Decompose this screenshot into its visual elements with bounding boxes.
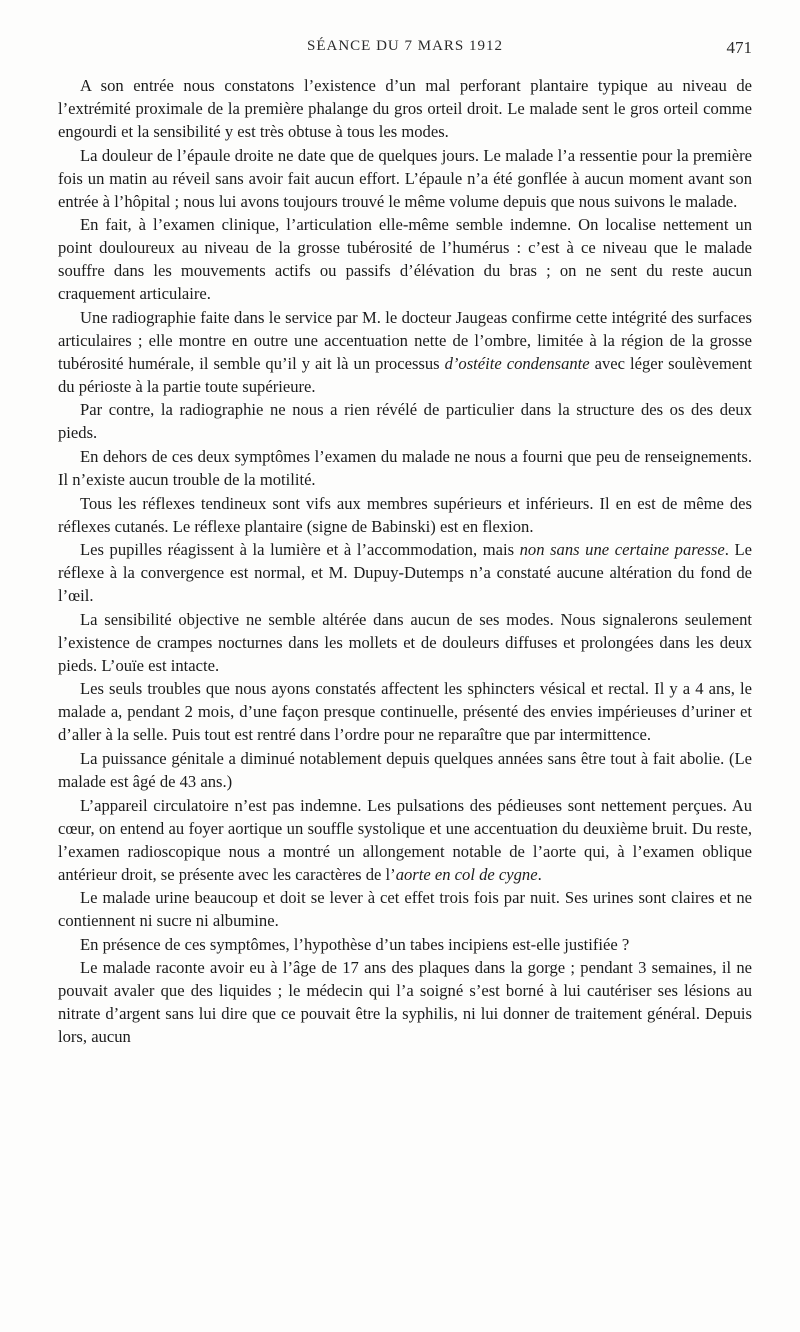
paragraph (58, 956, 752, 1048)
paragraph (58, 933, 752, 956)
paragraph-text: Le malade raconte avoir eu à l’âge de 17 ans des plaques dans la gorge ; pendant 3 semaines, il ne pouvait avaler que des liquides ; le médecin qui l’a soigné s’est borné à lui cautériser ses lésions au nitrate d’argent sans lui dire que ce pouvait être la syphilis, ni lui donner de traitement général. Depuis lors, aucun (58, 958, 752, 1047)
paragraph (58, 398, 752, 444)
paragraph-text: La puissance génitale a diminué notablement depuis quelques années sans être tout à fait abolie. (Le malade est âgé de 43 ans.) (58, 748, 752, 791)
paragraph-text: . (537, 864, 542, 884)
paragraph-text: Une radiographie faite dans le service par M. le docteur Jaugeas confirme cette intégrité des surfaces articulaires ; elle montre en outre une accentuation nette de l’ombre, limitée à la région de la grosse tubérosité humérale, il semble qu’il y ait là un processus (58, 307, 752, 373)
paragraph-text: Par contre, la radiographie ne nous a rien révélé de particulier dans la structure des os des deux pieds. (58, 400, 752, 443)
paragraph (58, 445, 752, 491)
paragraph (58, 74, 752, 143)
paragraph (58, 144, 752, 213)
page-header (58, 38, 752, 62)
italic-phrase: aorte en col de cygne (395, 864, 538, 884)
paragraph-text: L’appareil circulatoire n’est pas indemne. Les pulsations des pédieuses sont nettement perçues. Au cœur, on entend au foyer aortique un souffle systolique et une accentuation du deuxième bruit. Du reste, l’examen radioscopique nous a montré un allongement notable de l’aorte qui, à l’examen oblique antérieur droit, se présente avec les caractères de l’ (58, 795, 752, 884)
paragraph-text: La douleur de l’épaule droite ne date que de quelques jours. Le malade l’a ressentie pour la première fois un matin au réveil sans avoir fait aucun effort. L’épaule n’a été gonflée à aucun moment avant son entrée à l’hôpital ; nous lui avons toujours trouvé le même volume depuis que nous suivons le malade. (58, 145, 752, 211)
paragraph (58, 677, 752, 746)
paragraph (58, 886, 752, 932)
paragraph-text: Le malade urine beaucoup et doit se lever à cet effet trois fois par nuit. Ses urines sont claires et ne contiennent ni sucre ni albumine. (58, 888, 752, 931)
paragraph-text: En fait, à l’examen clinique, l’articulation elle-même semble indemne. On localise nettement un point douloureux au niveau de la grosse tubérosité de l’humérus : c’est à ce niveau que le malade souffre dans les mouvements actifs ou passifs d’élévation du bras ; on ne sent du reste aucun craquement articulaire. (58, 215, 752, 304)
paragraph-text: Tous les réflexes tendineux sont vifs aux membres supérieurs et inférieurs. Il en est de même des réflexes cutanés. Le réflexe plantaire (signe de Babinski) est en flexion. (58, 493, 752, 536)
paragraph-text: Les seuls troubles que nous ayons constatés affectent les sphincters vésical et rectal. Il y a 4 ans, le malade a, pendant 2 mois, d’une façon presque continuelle, présenté des envies impérieuses d’uriner et d’aller à la selle. Puis tout est rentré dans l’ordre pour ne reparaître que par intermittence. (58, 679, 752, 745)
paragraph-text: Les pupilles réagissent à la lumière et à l’accommodation, mais (80, 540, 520, 560)
paragraph-text: En dehors de ces deux symptômes l’examen du malade ne nous a fourni que peu de renseignements. Il n’existe aucun trouble de la motilité. (58, 446, 752, 489)
paragraph-text: La sensibilité objective ne semble altérée dans aucun de ses modes. Nous signalerons seulement l’existence de crampes nocturnes dans les mollets et de douleurs diffuses et prolongées dans les deux pieds. L’ouïe est intacte. (58, 609, 752, 675)
italic-phrase: d’ostéite condensante (444, 353, 590, 373)
paragraph (58, 492, 752, 538)
paragraph-text: En présence de ces symptômes, l’hypothèse d’un tabes incipiens est-elle justifiée ? (80, 934, 630, 954)
page-number: 471 (726, 38, 752, 57)
paragraph (58, 213, 752, 305)
body-text (58, 74, 752, 1049)
italic-phrase: non sans une certaine paresse (519, 540, 725, 560)
paragraph-text: . Le réflexe à la convergence est normal, et M. Dupuy-Dutemps n’a constaté aucune altération du fond de l’œil. (58, 540, 752, 606)
paragraph (58, 538, 752, 607)
paragraph (58, 747, 752, 793)
paragraph-text: avec léger soulèvement du périoste à la partie toute supérieure. (58, 353, 752, 396)
paragraph (58, 794, 752, 886)
running-title: SÉANCE DU 7 MARS 1912 (306, 38, 504, 54)
paragraph (58, 306, 752, 398)
paragraph (58, 608, 752, 677)
paragraph-text: A son entrée nous constatons l’existence d’un mal perforant plantaire typique au niveau de l’extrémité proximale de la première phalange du gros orteil droit. Le malade sent le gros orteil comme engourdi et la sensibilité y est très obtuse à tous les modes. (58, 76, 752, 141)
